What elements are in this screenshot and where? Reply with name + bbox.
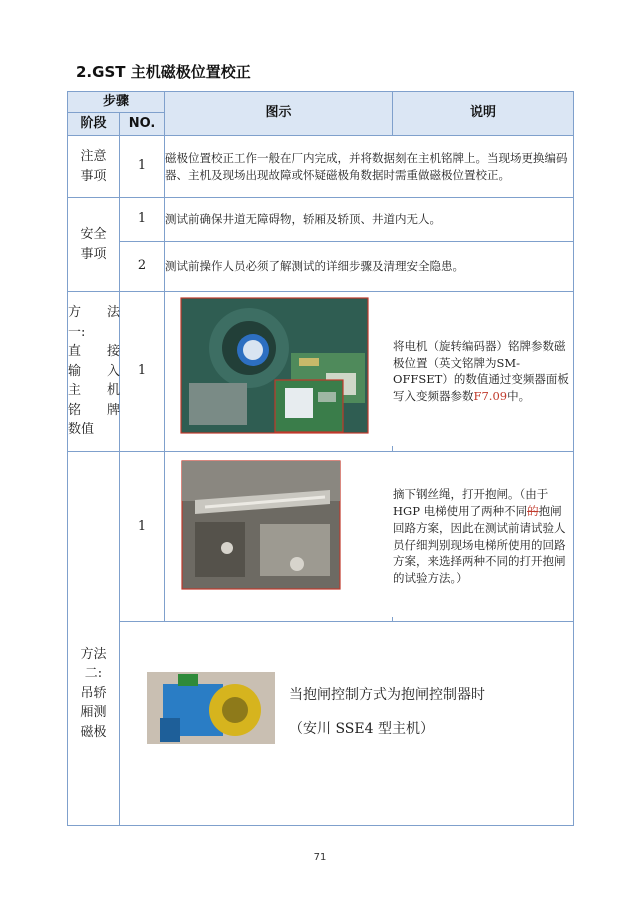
stage-line: 厢测 xyxy=(80,705,107,721)
row-no: 1 xyxy=(120,451,165,622)
row-no: 1 xyxy=(120,136,165,198)
method-1-note-text: 将电机（旋转编码器）铭牌参数磁极位置（英文铭牌为SM-OFFSET）的数值通过变频器面板写入变频器参数 xyxy=(393,338,569,403)
page-number: 71 xyxy=(313,852,327,863)
method-2-note-tail: 抱闸回路方案，因此在测试前请试验人员仔细判别现场电梯所使用的回路方案，来选择两种不同的打开抱闸的试验方法。） xyxy=(393,504,566,585)
safety-text-1: 测试前确保井道无障碍物，轿厢及轿顶、井道内无人。 xyxy=(165,198,574,242)
method-1-note-tail: 中。 xyxy=(507,389,531,403)
sse4-machine-photo xyxy=(120,622,280,820)
stage-line: 磁极 xyxy=(80,724,107,740)
section-title: 2.GST 主机磁极位置校正 xyxy=(76,63,251,81)
stage-line: 一: xyxy=(68,324,86,340)
stage-line: 数值 xyxy=(68,422,95,438)
method-2-note-text: 摘下钢丝绳，打开抱闸。（由于HGP 电梯使用了两种不同 xyxy=(393,487,549,519)
motor-encoder-photo xyxy=(165,292,393,446)
row-no: 1 xyxy=(120,292,165,452)
row-no: 1 xyxy=(120,198,165,242)
row-no: 2 xyxy=(120,242,165,292)
stage-line: 输 入 xyxy=(68,363,120,379)
stage-caution-line2: 事项 xyxy=(80,168,107,184)
stage-line: 铭 牌 xyxy=(68,402,120,418)
stage-caution xyxy=(68,136,120,198)
method-1-note xyxy=(393,292,574,452)
header-no: NO. xyxy=(120,113,165,136)
brake-controller-caption: 当抱闸控制方式为抱闸控制器时 xyxy=(289,687,485,703)
stage-safety-line2: 事项 xyxy=(80,246,107,262)
figure-rope-cell xyxy=(165,451,393,622)
stage-method-2 xyxy=(68,451,120,825)
stage-line: 主 机 xyxy=(68,383,120,399)
stage-safety-line1: 安全 xyxy=(80,227,107,242)
procedure-table xyxy=(67,91,574,826)
header-note: 说明 xyxy=(393,92,574,136)
caution-text: 磁极位置校正工作一般在厂内完成，并将数据刻在主机铭牌上。当现场更换编码器、主机及现场出现故障或怀疑磁极角数据时需重做磁极位置校正。 xyxy=(165,136,574,198)
header-step: 步骤 xyxy=(68,92,165,113)
stage-method-1 xyxy=(68,292,120,452)
stage-line: 二: xyxy=(84,666,103,682)
header-stage: 阶段 xyxy=(68,113,120,136)
struck-text: 的 xyxy=(527,504,539,519)
machine-model-caption: （安川 SSE4 型主机） xyxy=(289,721,434,737)
figure-nameplate-cell xyxy=(165,292,393,452)
rope-photo xyxy=(165,452,393,617)
stage-line: 方 法 xyxy=(68,305,120,321)
header-figure: 图示 xyxy=(165,92,393,136)
param-code: F7.09 xyxy=(473,389,508,403)
stage-safety xyxy=(68,198,120,292)
safety-text-2: 测试前操作人员必须了解测试的详细步骤及清理安全隐患。 xyxy=(165,242,574,292)
stage-line: 方法 xyxy=(80,646,107,662)
stage-line: 吊轿 xyxy=(80,685,107,701)
method-2-note xyxy=(393,451,574,622)
stage-line: 直 接 xyxy=(68,344,120,360)
stage-caution-line1: 注意 xyxy=(80,149,107,164)
